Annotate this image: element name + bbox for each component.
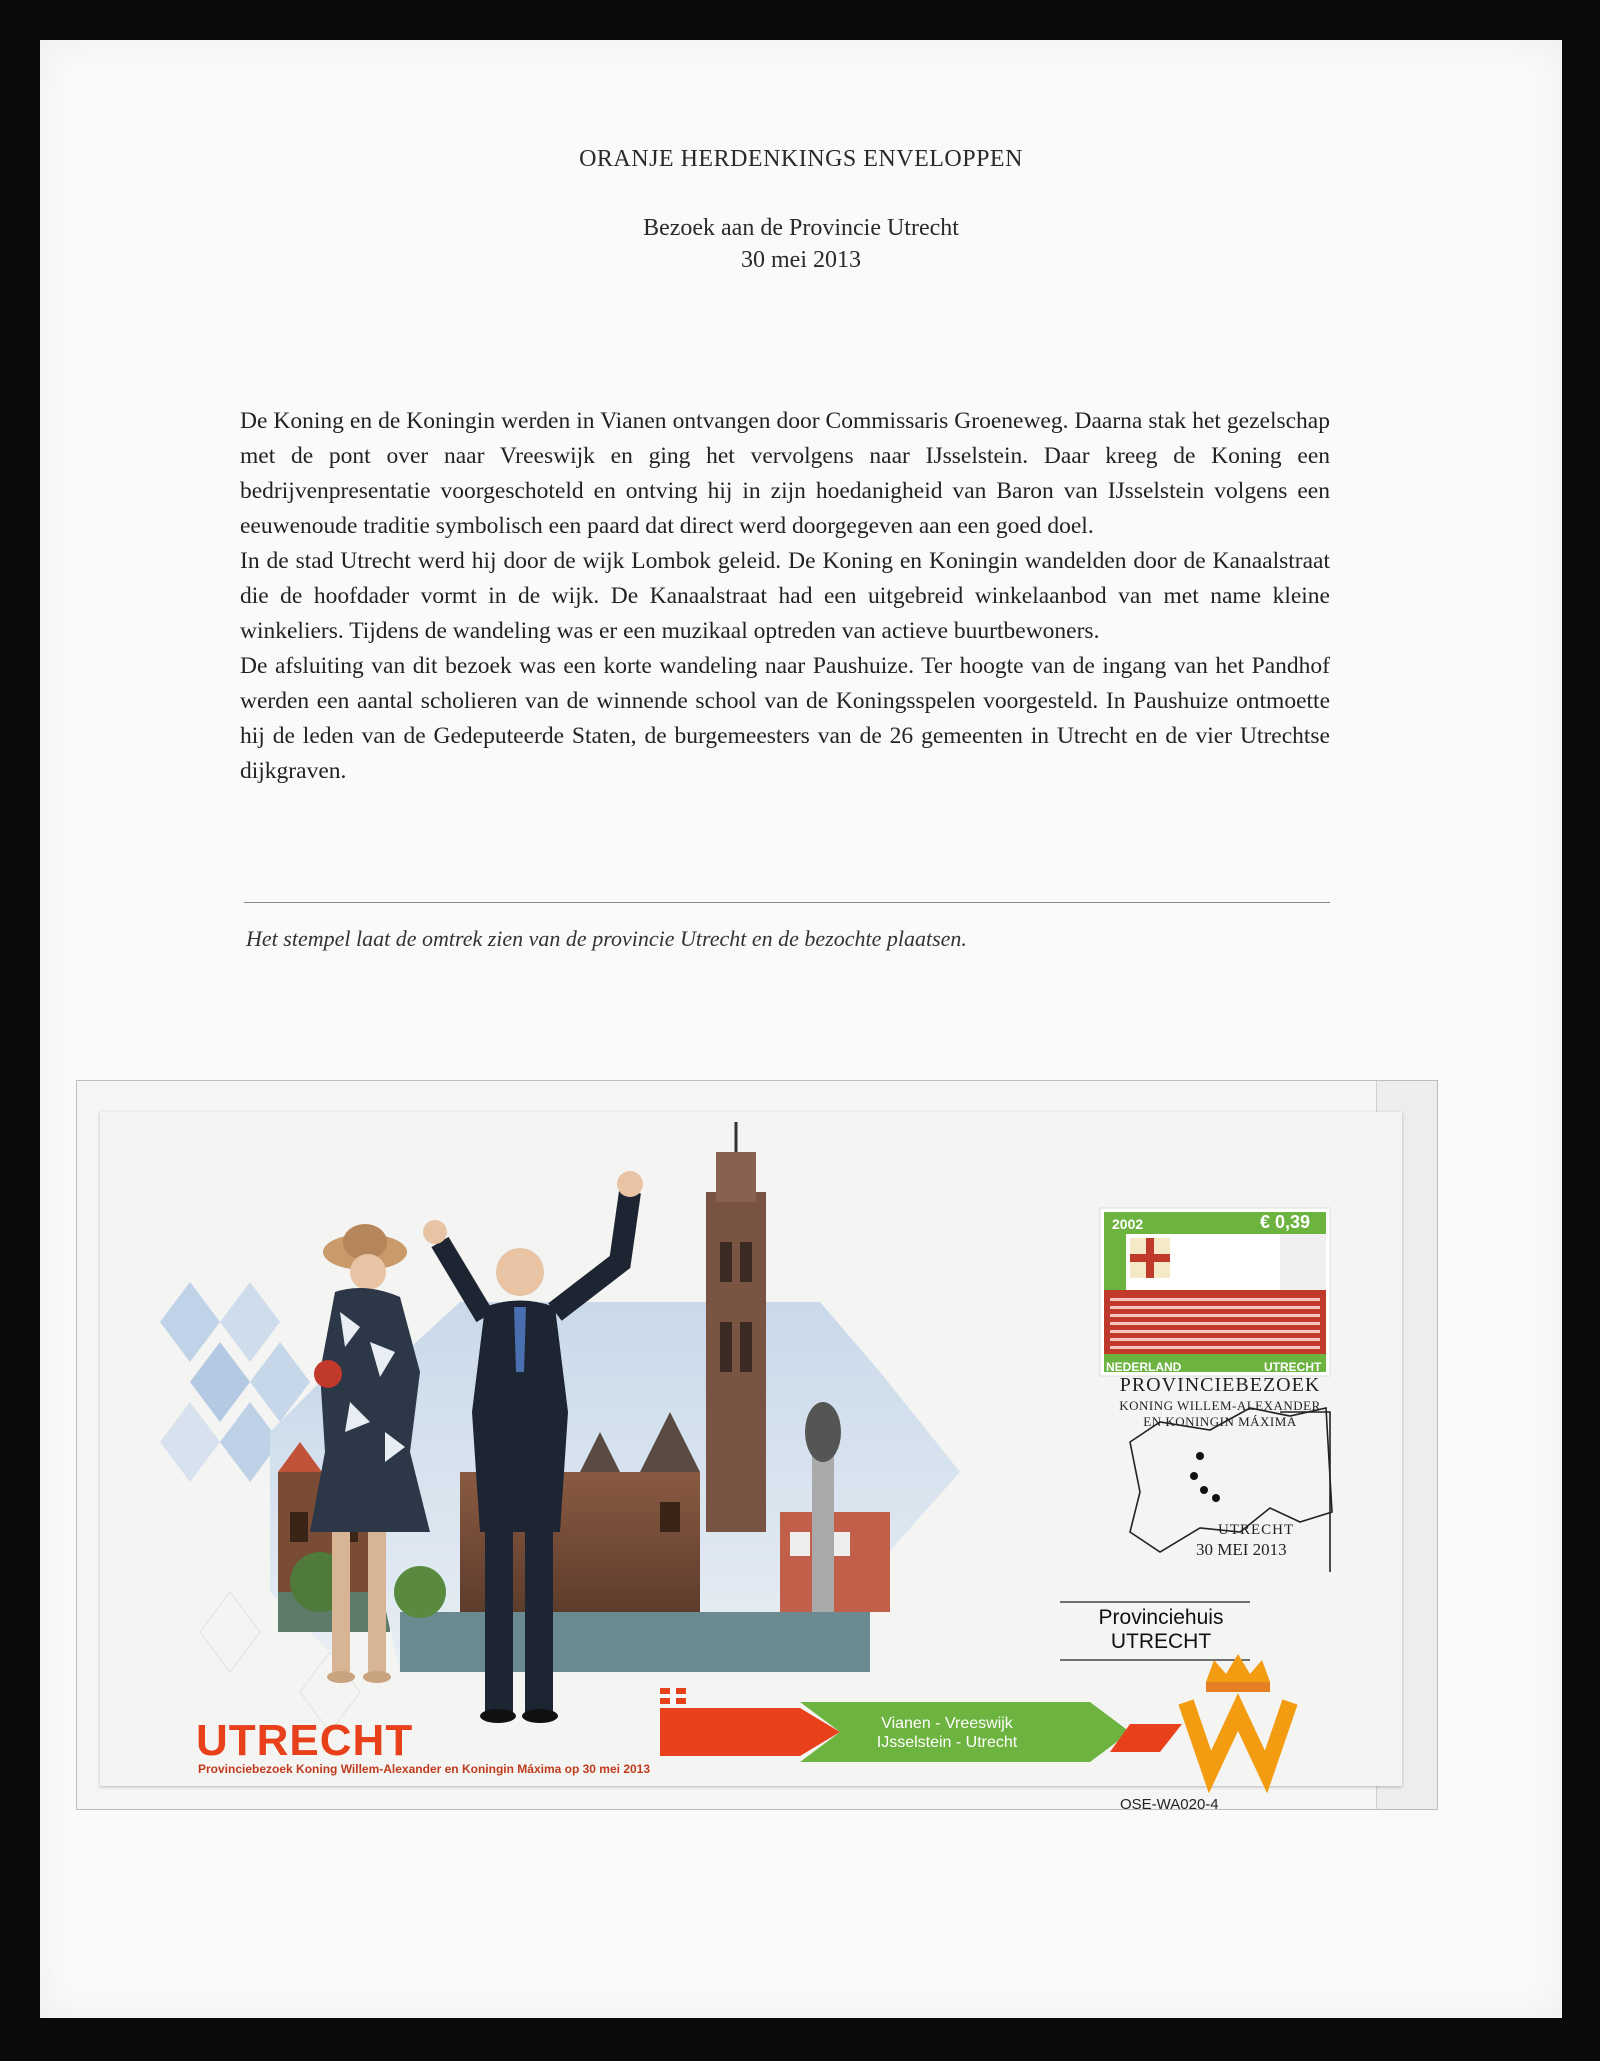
subtitle-visit: Bezoek aan de Provincie Utrecht — [643, 215, 959, 241]
stamp-year: 2002 — [1112, 1216, 1144, 1232]
envelope-code: OSE-WA020-4 — [1120, 1796, 1219, 1813]
postmark-date: 30 MEI 2013 — [1196, 1540, 1287, 1559]
divider-line — [244, 902, 1330, 903]
stamp-value: € 0,39 — [1260, 1212, 1311, 1232]
postage-stamp — [1100, 1208, 1330, 1376]
route-banner-text — [822, 1714, 1072, 1752]
postmark-dots — [1190, 1452, 1220, 1502]
postmark-line-2: EN KONINGIN MÁXIMA — [1143, 1414, 1297, 1429]
paragraph-lombok: In de stad Utrecht werd hij door de wijk Lombok geleid. De Koning en Koningin wandelden door de Kanaalstraat die de hoofdader vormt in de wijk. De Kanaalstraat had een uitgebreid winkelaanbod van met name kleine winkeliers. Tijdens de wandeling was er een muzikaal optreden van actieve buurtbewoners. — [240, 548, 1330, 644]
page-subtitle — [40, 212, 1562, 276]
envelope-title: UTRECHT — [196, 1716, 414, 1765]
banner-line-1: Vianen - Vreeswijk — [881, 1715, 1013, 1732]
provinciehuis-line-1: Provinciehuis — [1098, 1606, 1224, 1629]
envelope-illustration — [100, 1112, 1402, 1786]
paragraph-paushuize: De afsluiting van dit bezoek was een korte wandeling naar Paushuize. Ter hoogte van de ingang van het Pandhof werden een aantal scholieren van de winnende school van de Koningsspelen voorgesteld. In Paushuize ontmoette hij de leden van de Gedeputeerde Staten, de burgemeesters van de 26 gemeenten in Utrecht en de vier Utrechtse dijkgraven. — [240, 653, 1330, 784]
banner-line-2: IJsselstein - Utrecht — [876, 1734, 1018, 1751]
page-title: ORANJE HERDENKINGS ENVELOPPEN — [579, 146, 1023, 172]
postmark-title: PROVINCIEBEZOEK — [1119, 1374, 1321, 1396]
description-text — [240, 404, 1330, 789]
provinciehuis-line-2: UTRECHT — [1110, 1630, 1212, 1653]
stamp-country: NEDERLAND — [1106, 1360, 1182, 1374]
small-flag — [660, 1688, 686, 1704]
postmark-line-1: KONING WILLEM-ALEXANDER — [1119, 1398, 1321, 1413]
envelope-subtitle: Provinciebezoek Koning Willem-Alexander en Koningin Máxima op 30 mei 2013 — [198, 1762, 651, 1776]
royal-monogram — [1186, 1654, 1290, 1772]
paragraph-vianen: De Koning en de Koningin werden in Vianen ontvangen door Commissaris Groeneweg. Daarna stak het gezelschap met de pont over naar Vreeswijk en ging het vervolgens naar IJsselstein. Daar kreeg de Koning een bedrijvenpresentatie voorgeschoteld en ontving hij in zijn hoedanigheid van Baron van IJsselstein volgens een eeuwenoude traditie symbolisch een paard dat direct werd doorgegeven aan een goed doel. — [240, 408, 1330, 539]
postmark-city: UTRECHT — [1218, 1522, 1295, 1538]
stamp-region: UTRECHT — [1264, 1360, 1322, 1374]
provinciehuis-label — [1066, 1606, 1256, 1654]
subtitle-date: 30 mei 2013 — [741, 247, 861, 273]
stamp-caption: Het stempel laat de omtrek zien van de provincie Utrecht en de bezochte plaatsen. — [246, 926, 967, 951]
commemorative-envelope — [100, 1112, 1402, 1813]
